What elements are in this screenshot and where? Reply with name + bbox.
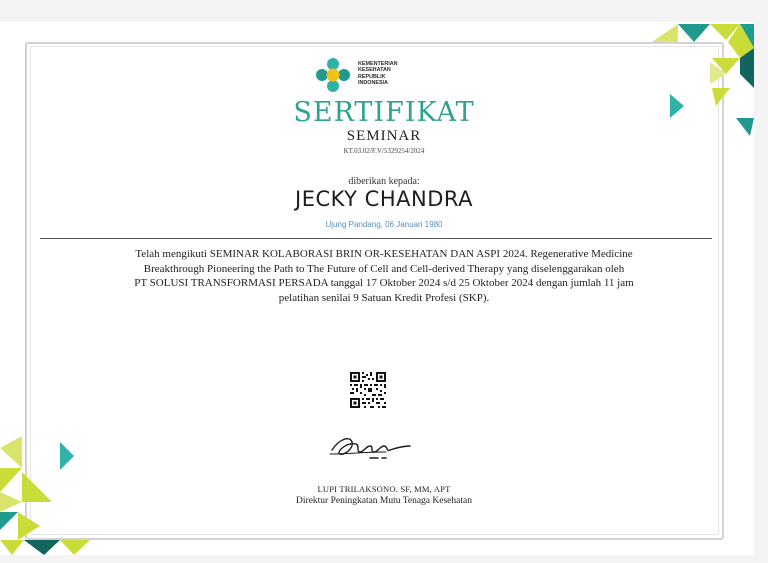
signer-name: LUPI TRILAKSONO. SF, MM, APT	[317, 484, 451, 494]
given-to-label: diberikan kepada:	[348, 176, 420, 187]
body-line: Telah mengikuti SEMINAR KOLABORASI BRIN OR-KESEHATAN DAN ASPI 2024. Regenerative Medicine	[135, 248, 633, 260]
logo-text	[358, 61, 398, 87]
bottom-background-strip	[0, 555, 768, 563]
logo-line: INDONESIA	[358, 80, 388, 87]
certificate-title: SERTIFIKAT	[293, 97, 475, 128]
logo-line: KESEHATAN	[358, 67, 391, 74]
divider-line	[40, 238, 712, 239]
signature-icon	[326, 428, 416, 468]
kemenkes-logo-icon	[313, 55, 353, 95]
logo-line: KEMENTERIAN	[358, 61, 398, 67]
body-line: Breakthrough Pioneering the Path to The Future of Cell and Cell-derived Therapy yang diselenggarakan oleh	[143, 262, 625, 275]
kemenkes-logo	[313, 55, 463, 95]
certificate-number: KT.03.02/F.V/5329254/2024	[343, 147, 425, 155]
qr-code-icon	[350, 372, 386, 408]
recipient-name: JECKY CHANDRA	[295, 187, 473, 211]
body-line: PT SOLUSI TRANSFORMASI PERSADA tanggal 17 Oktober 2024 s/d 25 Oktober 2024 dengan jumlah 11 jam	[134, 277, 634, 289]
body-line: pelatihan senilai 9 Satuan Kredit Profesi (SKP).	[278, 291, 490, 304]
certificate-subtitle: SEMINAR	[346, 128, 422, 144]
certificate-body	[0, 247, 768, 305]
top-background-strip	[0, 0, 768, 22]
signer-title: Direktur Peningkatan Mutu Tenaga Kesehatan	[296, 496, 472, 506]
birth-info: Ujung Pandang, 06 Januari 1980	[325, 220, 443, 229]
logo-line: REPUBLIK	[358, 73, 386, 80]
